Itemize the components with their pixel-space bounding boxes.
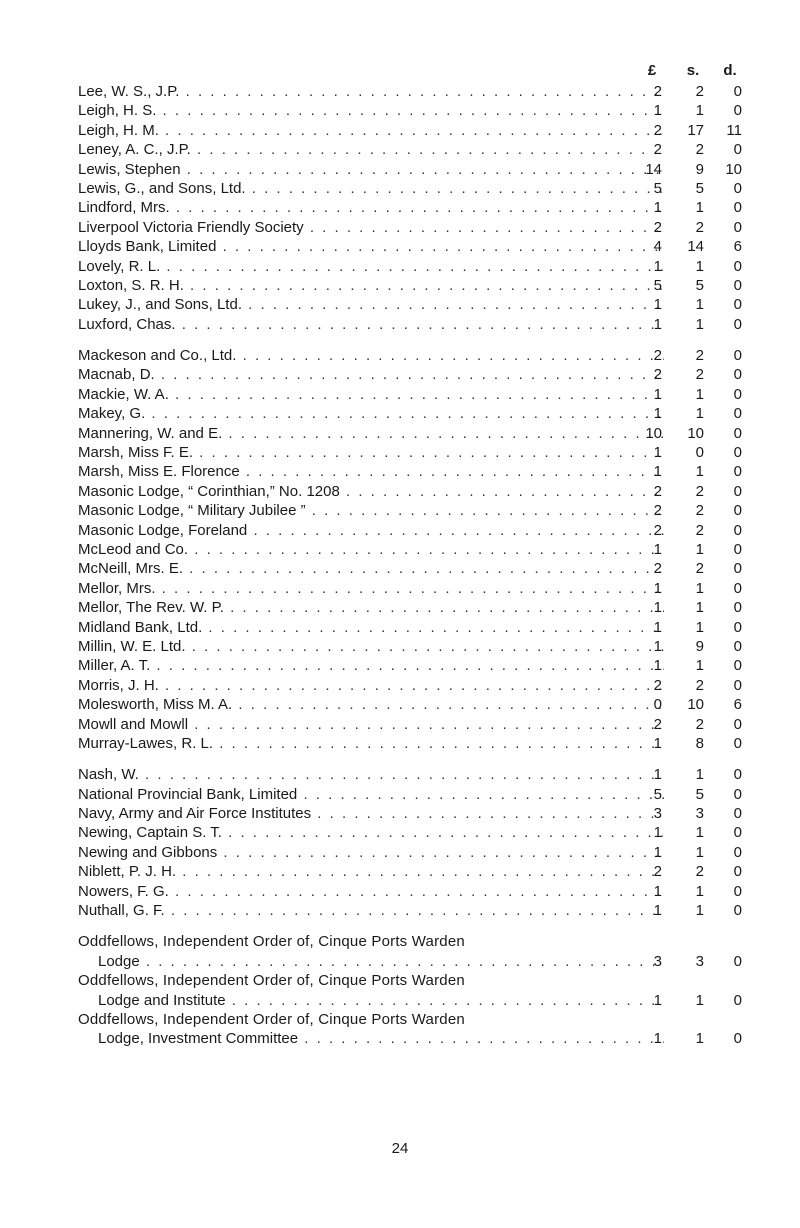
list-item bbox=[78, 237, 758, 256]
subscriber-name: Nuthall, G. F. . . . bbox=[78, 901, 664, 920]
amount-pence: 0 bbox=[733, 405, 742, 423]
subscriber-name: Mackie, W. A. . . . bbox=[78, 385, 664, 404]
pence-header: d. bbox=[723, 62, 737, 79]
amount-shillings: 2 bbox=[695, 347, 704, 365]
list-item bbox=[78, 121, 758, 140]
list-item bbox=[78, 932, 758, 971]
amount-pence: 0 bbox=[733, 676, 742, 694]
amount-pounds: 1 bbox=[653, 444, 662, 462]
amount-pounds: 1 bbox=[653, 1030, 662, 1048]
amount-pence: 0 bbox=[733, 502, 742, 520]
amount-pence: 0 bbox=[733, 102, 742, 120]
amount-shillings: 2 bbox=[695, 366, 704, 384]
amount-pence: 0 bbox=[733, 579, 742, 597]
amount-shillings: 2 bbox=[695, 83, 704, 100]
amount-pounds: 1 bbox=[653, 824, 662, 842]
amount-shillings: 2 bbox=[695, 715, 704, 733]
amount-pence: 0 bbox=[733, 785, 742, 803]
amount-shillings: 1 bbox=[695, 991, 704, 1009]
amount-shillings: 1 bbox=[695, 1030, 704, 1048]
amount-pounds: 10 bbox=[645, 424, 662, 442]
subscriber-name-line1: Oddfellows, Independent Order of, Cinque Ports Warden bbox=[78, 933, 465, 951]
amount-shillings: 0 bbox=[695, 444, 704, 462]
list-item bbox=[78, 101, 758, 120]
list-item bbox=[78, 579, 758, 598]
subscriber-name: Mellor, The Rev. W. P. . . . bbox=[78, 598, 664, 617]
amount-shillings: 9 bbox=[695, 637, 704, 655]
list-item bbox=[78, 198, 758, 217]
amount-pounds: 1 bbox=[653, 385, 662, 403]
subscriber-name: Nowers, F. G. . . . bbox=[78, 882, 664, 901]
list-item bbox=[78, 765, 758, 784]
amount-pounds: 1 bbox=[653, 637, 662, 655]
amount-shillings: 1 bbox=[695, 902, 704, 920]
amount-pounds: 2 bbox=[653, 676, 662, 694]
amount-pounds: 1 bbox=[653, 296, 662, 314]
list-item bbox=[78, 404, 758, 423]
pounds-header: £ bbox=[647, 62, 657, 79]
amount-pence: 0 bbox=[733, 766, 742, 784]
amount-shillings: 2 bbox=[695, 863, 704, 881]
list-item bbox=[78, 715, 758, 734]
amount-pounds: 2 bbox=[653, 121, 662, 139]
list-item bbox=[78, 482, 758, 501]
amount-pence: 0 bbox=[733, 141, 742, 159]
amount-pounds: 1 bbox=[653, 843, 662, 861]
subscriber-name: Mackeson and Co., Ltd. . . . bbox=[78, 346, 664, 365]
list-item bbox=[78, 1010, 758, 1049]
amount-pounds: 2 bbox=[653, 83, 662, 100]
amount-pounds: 14 bbox=[645, 160, 662, 178]
amount-pence: 0 bbox=[733, 734, 742, 752]
list-item bbox=[78, 823, 758, 842]
list-item bbox=[78, 140, 758, 159]
subscriber-name: Masonic Lodge, “ Military Jubilee ” . . . bbox=[78, 501, 664, 520]
amount-pence: 0 bbox=[733, 902, 742, 920]
amount-pounds: 1 bbox=[653, 405, 662, 423]
list-item bbox=[78, 540, 758, 559]
amount-shillings: 2 bbox=[695, 141, 704, 159]
amount-pence: 0 bbox=[733, 618, 742, 636]
amount-shillings: 1 bbox=[695, 405, 704, 423]
subscriber-name: Leney, A. C., J.P. . . . bbox=[78, 140, 664, 159]
amount-shillings: 17 bbox=[687, 121, 704, 139]
amount-pence: 0 bbox=[733, 1030, 742, 1048]
amount-shillings: 5 bbox=[695, 179, 704, 197]
subscriber-name: Navy, Army and Air Force Institutes . . . bbox=[78, 804, 664, 823]
amount-pounds: 1 bbox=[653, 657, 662, 675]
amount-pence: 0 bbox=[733, 482, 742, 500]
entry-groups bbox=[78, 82, 758, 920]
list-item bbox=[78, 656, 758, 675]
subscriber-name: Newing, Captain S. T. . . . bbox=[78, 823, 664, 842]
amount-pence: 0 bbox=[733, 296, 742, 314]
subscriber-name: Mannering, W. and E. . . . bbox=[78, 424, 664, 443]
list-item bbox=[78, 424, 758, 443]
amount-pounds: 0 bbox=[653, 696, 662, 714]
entry-group bbox=[78, 346, 758, 753]
amount-shillings: 2 bbox=[695, 521, 704, 539]
list-item bbox=[78, 676, 758, 695]
amount-shillings: 1 bbox=[695, 657, 704, 675]
amount-pence: 0 bbox=[733, 599, 742, 617]
subscriber-name: McNeill, Mrs. E. . . . bbox=[78, 559, 664, 578]
amount-pence: 0 bbox=[733, 385, 742, 403]
amount-pounds: 1 bbox=[653, 315, 662, 333]
amount-pence: 0 bbox=[733, 991, 742, 1009]
amount-pence: 0 bbox=[733, 824, 742, 842]
amount-shillings: 9 bbox=[695, 160, 704, 178]
list-item bbox=[78, 559, 758, 578]
amount-shillings: 1 bbox=[695, 843, 704, 861]
amount-shillings: 2 bbox=[695, 676, 704, 694]
amount-shillings: 10 bbox=[687, 424, 704, 442]
subscriber-name-line1: Oddfellows, Independent Order of, Cinque Ports Warden bbox=[78, 972, 465, 990]
amount-shillings: 3 bbox=[695, 805, 704, 823]
amount-shillings: 1 bbox=[695, 102, 704, 120]
list-item bbox=[78, 443, 758, 462]
amount-pounds: 5 bbox=[653, 785, 662, 803]
list-item bbox=[78, 843, 758, 862]
amount-shillings: 10 bbox=[687, 696, 704, 714]
list-item bbox=[78, 637, 758, 656]
list-item bbox=[78, 315, 758, 334]
subscriber-name-line2: Lodge, Investment Committee . . . bbox=[98, 1029, 664, 1048]
amount-shillings: 1 bbox=[695, 599, 704, 617]
amount-pounds: 2 bbox=[653, 863, 662, 881]
amount-pounds: 5 bbox=[653, 276, 662, 294]
subscriber-name: McLeod and Co. . . . bbox=[78, 540, 664, 559]
amount-shillings: 1 bbox=[695, 882, 704, 900]
amount-pounds: 2 bbox=[653, 218, 662, 236]
amount-shillings: 1 bbox=[695, 463, 704, 481]
amount-shillings: 5 bbox=[695, 785, 704, 803]
amount-pence: 0 bbox=[733, 863, 742, 881]
amount-pounds: 1 bbox=[653, 199, 662, 217]
amount-pounds: 1 bbox=[653, 734, 662, 752]
subscriber-name: Murray-Lawes, R. L. . . . bbox=[78, 734, 664, 753]
subscriber-line2-row bbox=[78, 952, 758, 971]
amount-pence: 0 bbox=[733, 444, 742, 462]
amount-pounds: 1 bbox=[653, 766, 662, 784]
amount-pence: 0 bbox=[733, 463, 742, 481]
subscriber-name: Lindford, Mrs. . . . bbox=[78, 198, 664, 217]
subscriber-name: Molesworth, Miss M. A. . . . bbox=[78, 695, 664, 714]
subscriber-name: Miller, A. T. . . . bbox=[78, 656, 664, 675]
subscriber-name: Newing and Gibbons . . . bbox=[78, 843, 664, 862]
page-number: 24 bbox=[391, 1140, 409, 1157]
amount-pounds: 3 bbox=[653, 805, 662, 823]
amount-pounds: 1 bbox=[653, 599, 662, 617]
subscriber-line2-row bbox=[78, 991, 758, 1010]
amount-shillings: 1 bbox=[695, 257, 704, 275]
list-item bbox=[78, 501, 758, 520]
list-item bbox=[78, 598, 758, 617]
list-item bbox=[78, 882, 758, 901]
subscriber-name: Millin, W. E. Ltd. . . . bbox=[78, 637, 664, 656]
amount-shillings: 8 bbox=[695, 734, 704, 752]
subscriber-name: Leigh, H. S. . . . bbox=[78, 101, 664, 120]
amount-pounds: 1 bbox=[653, 618, 662, 636]
amount-pence: 0 bbox=[733, 540, 742, 558]
amount-pounds: 1 bbox=[653, 463, 662, 481]
amount-pounds: 4 bbox=[653, 238, 662, 256]
subscriber-name: Macnab, D. . . . bbox=[78, 365, 664, 384]
amount-pence: 0 bbox=[733, 218, 742, 236]
amount-pounds: 1 bbox=[653, 540, 662, 558]
amount-pence: 0 bbox=[733, 521, 742, 539]
multiline-entries bbox=[78, 932, 758, 1048]
amount-pence: 0 bbox=[733, 276, 742, 294]
amount-pence: 0 bbox=[733, 657, 742, 675]
entry-group bbox=[78, 765, 758, 920]
shillings-header: s. bbox=[686, 62, 700, 79]
subscriber-name: Niblett, P. J. H. . . . bbox=[78, 862, 664, 881]
amount-shillings: 1 bbox=[695, 315, 704, 333]
subscriber-name-line2: Lodge . . . bbox=[98, 952, 664, 971]
amount-pounds: 2 bbox=[653, 521, 662, 539]
subscription-list bbox=[78, 62, 758, 1049]
subscriber-name: Lee, W. S., J.P. . . . bbox=[78, 82, 664, 101]
list-item bbox=[78, 695, 758, 714]
amount-pence: 0 bbox=[733, 179, 742, 197]
amount-pounds: 1 bbox=[653, 902, 662, 920]
amount-pence: 0 bbox=[733, 366, 742, 384]
amount-pence: 0 bbox=[733, 882, 742, 900]
amount-pence: 0 bbox=[733, 952, 742, 970]
amount-pounds: 1 bbox=[653, 257, 662, 275]
amount-pence: 0 bbox=[733, 637, 742, 655]
amount-pence: 0 bbox=[733, 560, 742, 578]
subscriber-name: Nash, W. . . . bbox=[78, 765, 664, 784]
amount-pence: 11 bbox=[726, 121, 742, 139]
amount-pence: 0 bbox=[733, 199, 742, 217]
subscriber-name: Mellor, Mrs. . . . bbox=[78, 579, 664, 598]
list-item bbox=[78, 804, 758, 823]
amount-pence: 0 bbox=[733, 715, 742, 733]
column-headers bbox=[78, 62, 758, 82]
subscriber-name: Morris, J. H. . . . bbox=[78, 676, 664, 695]
list-item bbox=[78, 785, 758, 804]
list-item bbox=[78, 971, 758, 1010]
amount-pence: 6 bbox=[733, 238, 742, 256]
amount-pounds: 2 bbox=[653, 482, 662, 500]
list-item bbox=[78, 295, 758, 314]
list-item bbox=[78, 385, 758, 404]
amount-shillings: 5 bbox=[695, 276, 704, 294]
subscriber-name: Lukey, J., and Sons, Ltd. . . . bbox=[78, 295, 664, 314]
amount-pounds: 1 bbox=[653, 102, 662, 120]
list-item bbox=[78, 618, 758, 637]
amount-shillings: 2 bbox=[695, 560, 704, 578]
amount-shillings: 1 bbox=[695, 540, 704, 558]
subscriber-name: Luxford, Chas. . . . bbox=[78, 315, 664, 334]
list-item bbox=[78, 462, 758, 481]
amount-shillings: 1 bbox=[695, 296, 704, 314]
subscriber-name: Lewis, G., and Sons, Ltd. . . . bbox=[78, 179, 664, 198]
subscriber-name: National Provincial Bank, Limited . . . bbox=[78, 785, 664, 804]
amount-pounds: 2 bbox=[653, 347, 662, 365]
amount-pence: 0 bbox=[733, 83, 742, 100]
subscriber-name: Mowll and Mowll . . . bbox=[78, 715, 664, 734]
amount-shillings: 1 bbox=[695, 618, 704, 636]
amount-pounds: 1 bbox=[653, 579, 662, 597]
subscriber-name-line2: Lodge and Institute . . . bbox=[98, 991, 664, 1010]
amount-pence: 6 bbox=[733, 696, 742, 714]
amount-pence: 0 bbox=[733, 257, 742, 275]
subscriber-name-line1: Oddfellows, Independent Order of, Cinque Ports Warden bbox=[78, 1011, 465, 1028]
amount-pounds: 2 bbox=[653, 715, 662, 733]
list-item bbox=[78, 160, 758, 179]
subscriber-name: Lloyds Bank, Limited . . . bbox=[78, 237, 664, 256]
subscriber-name: Lewis, Stephen . . . bbox=[78, 160, 664, 179]
subscriber-name: Masonic Lodge, “ Corinthian,” No. 1208 . . . bbox=[78, 482, 664, 501]
amount-pounds: 1 bbox=[653, 991, 662, 1009]
amount-pounds: 1 bbox=[653, 882, 662, 900]
subscriber-name: Leigh, H. M. . . . bbox=[78, 121, 664, 140]
amount-pounds: 2 bbox=[653, 366, 662, 384]
amount-pence: 0 bbox=[733, 805, 742, 823]
amount-pounds: 5 bbox=[653, 179, 662, 197]
amount-shillings: 1 bbox=[695, 766, 704, 784]
list-item bbox=[78, 734, 758, 753]
subscriber-name: Loxton, S. R. H. . . . bbox=[78, 276, 664, 295]
list-item bbox=[78, 862, 758, 881]
amount-pounds: 3 bbox=[653, 952, 662, 970]
list-item bbox=[78, 346, 758, 365]
list-item bbox=[78, 901, 758, 920]
amount-shillings: 1 bbox=[695, 824, 704, 842]
list-item bbox=[78, 257, 758, 276]
list-item bbox=[78, 276, 758, 295]
subscriber-name: Lovely, R. L. . . . bbox=[78, 257, 664, 276]
amount-shillings: 3 bbox=[695, 952, 704, 970]
list-item bbox=[78, 179, 758, 198]
amount-pence: 10 bbox=[725, 160, 742, 178]
subscriber-name: Masonic Lodge, Foreland . . . bbox=[78, 521, 664, 540]
amount-shillings: 2 bbox=[695, 502, 704, 520]
list-item bbox=[78, 218, 758, 237]
amount-shillings: 1 bbox=[695, 579, 704, 597]
subscriber-name: Liverpool Victoria Friendly Society . . . bbox=[78, 218, 664, 237]
list-item bbox=[78, 82, 758, 101]
subscriber-name: Marsh, Miss F. E. . . . bbox=[78, 443, 664, 462]
amount-pence: 0 bbox=[733, 424, 742, 442]
list-item bbox=[78, 365, 758, 384]
amount-shillings: 1 bbox=[695, 199, 704, 217]
amount-shillings: 2 bbox=[695, 218, 704, 236]
amount-shillings: 2 bbox=[695, 482, 704, 500]
amount-pounds: 2 bbox=[653, 141, 662, 159]
list-item bbox=[78, 521, 758, 540]
entry-group bbox=[78, 82, 758, 334]
amount-shillings: 14 bbox=[687, 238, 704, 256]
subscriber-line2-row bbox=[78, 1029, 758, 1048]
subscriber-name: Makey, G. . . . bbox=[78, 404, 664, 423]
amount-pounds: 2 bbox=[653, 502, 662, 520]
subscriber-name: Midland Bank, Ltd. . . . bbox=[78, 618, 664, 637]
amount-pounds: 2 bbox=[653, 560, 662, 578]
amount-shillings: 1 bbox=[695, 385, 704, 403]
subscriber-name: Marsh, Miss E. Florence . . . bbox=[78, 462, 664, 481]
amount-pence: 0 bbox=[733, 843, 742, 861]
amount-pence: 0 bbox=[733, 347, 742, 365]
amount-pence: 0 bbox=[733, 315, 742, 333]
